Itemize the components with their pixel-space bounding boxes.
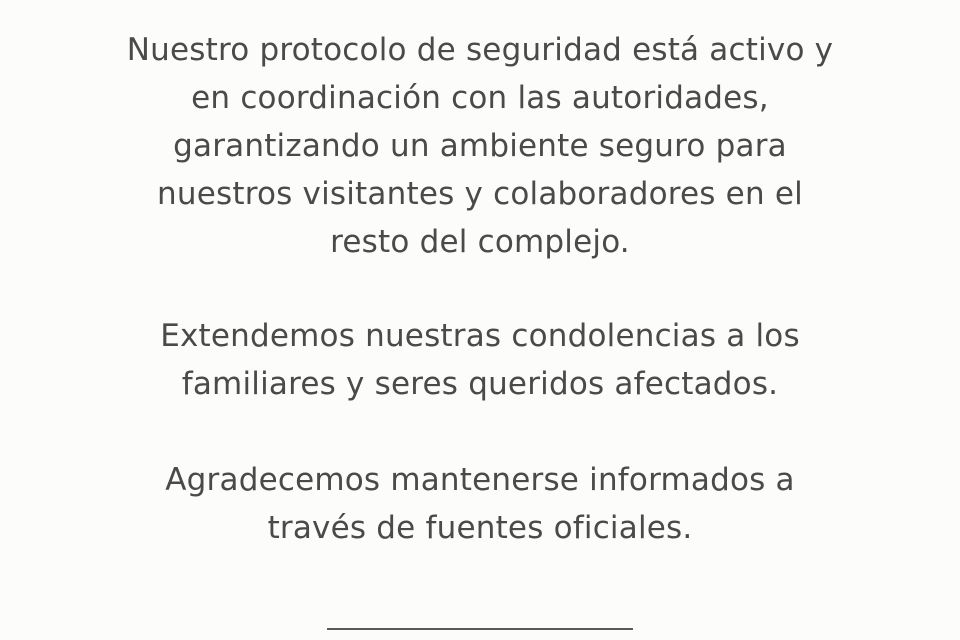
text-line: garantizando un ambiente seguro para — [173, 128, 787, 164]
text-line: Extendemos nuestras condolencias a los — [160, 318, 800, 354]
text-line: Nuestro protocolo de seguridad está activo y — [126, 32, 834, 68]
condolences-paragraph — [60, 312, 900, 408]
text-line: nuestros visitantes y colaboradores en el — [157, 176, 803, 212]
security-protocol-paragraph — [60, 26, 900, 266]
text-line: familiares y seres queridos afectados. — [181, 366, 779, 402]
text-line: Agradecemos mantenerse informados a — [165, 462, 795, 498]
text-line: través de fuentes oficiales. — [267, 510, 693, 546]
official-sources-paragraph — [60, 456, 900, 552]
text-line: resto del complejo. — [330, 224, 630, 260]
text-line: en coordinación con las autoridades, — [191, 80, 769, 116]
signature-divider — [327, 628, 633, 630]
